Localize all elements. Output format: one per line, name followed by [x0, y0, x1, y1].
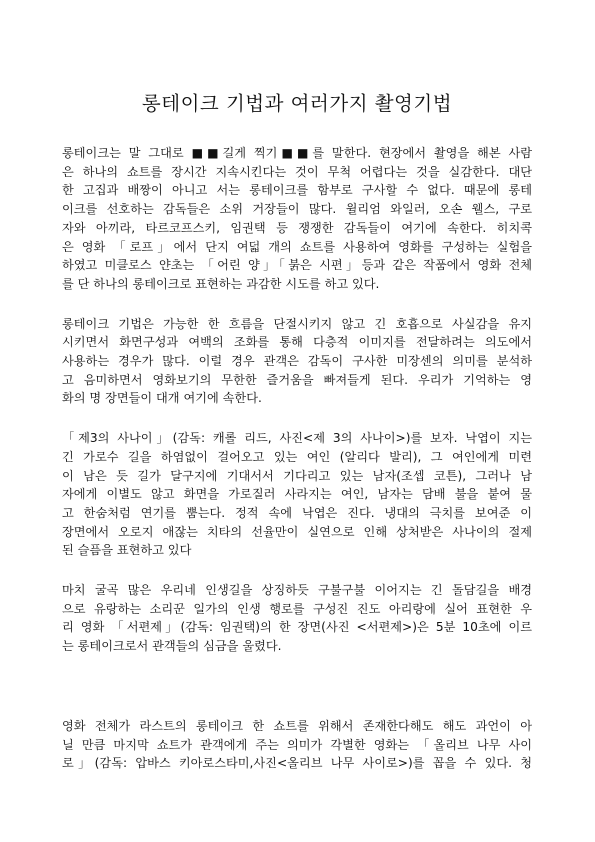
text-line: 으로 유랑하는 소리꾼 일가의 인생 행로를 구성진 진도 아리랑에 실어 표현한 우: [62, 601, 532, 616]
text-line: 된 슬픔을 표현하고 있다: [62, 543, 192, 558]
paragraph-longtake-definition: [62, 144, 532, 294]
text-line: 긴 가로수 길을 하염없이 걸어오고 있는 여인 (알리다 발리), 그 여인에게 미련: [62, 449, 532, 464]
text-line: 은 하나의 쇼트를 장시간 지속시킨다는 것이 무척 어렵다는 것을 실감한다. 대단: [62, 164, 532, 179]
text-line: 한 고집과 배짱이 아니고 서는 롱테이크를 함부로 구사할 수 없다. 때문에 롱테: [62, 183, 532, 198]
text-line: 롱테이크는 말 그대로 ■■길게 찍기■■를 말한다. 현장에서 촬영을 해본 사람: [62, 146, 532, 160]
text-line: 이 남은 듯 길가 달구지에 기대서서 기다리고 있는 남자(조셉 코튼), 그러나 남: [62, 468, 532, 483]
paragraph-longtake-purpose: [62, 315, 532, 409]
text-line: 고 음미하면서 영화보기의 무한한 즐거움을 빠져들게 된다. 우리가 기억하는 영: [62, 372, 532, 387]
text-line: 이크를 선호하는 감독들은 소위 거장들이 많다. 윌리엄 와일러, 오손 웰스, 구로: [62, 202, 532, 217]
text-line: 를 단 하나의 롱테이크로 표현하는 과감한 시도를 하고 있다.: [62, 276, 380, 291]
text-line: 은 영화 「로프」에서 단지 여덟 개의 쇼트를 사용하여 영화를 구성하는 실험을: [62, 239, 532, 254]
text-line: 로」(감독: 압바스 키아로스타미,사진<올리브 나무 사이로>)를 꼽을 수 있다. 청: [62, 756, 532, 771]
text-line: 영화 전체가 라스트의 롱테이크 한 쇼트를 위해서 존재한다해도 해도 과언이 아: [62, 718, 532, 733]
paragraph-seopyeonje: [62, 581, 532, 656]
text-line: 자에게 이별도 않고 화면을 가로질러 사라지는 여인, 남자는 담배 불을 붙여 물: [62, 487, 532, 502]
text-line: 사용하는 경우가 많다. 이럴 경우 관객은 감독이 구사한 미장센의 의미를 분석하: [62, 354, 532, 369]
text-line: 고 한숨처럼 연기를 뿜는다. 정적 속에 낙엽은 진다. 냉대의 극치를 보여준 이: [62, 505, 532, 520]
text-line: 하였고 미클로스 얀초는 「어린 양」「붉은 시편」등과 같은 작품에서 영화 전체: [62, 258, 532, 273]
paragraph-third-man: [62, 429, 532, 560]
text-line: 리 영화 「서편제」(감독: 임권택)의 한 장면(사진 <서편제>)은 5분 10초에 이르: [62, 620, 532, 635]
text-line: 화의 명 장면들이 대개 여기에 속한다.: [62, 391, 262, 406]
text-line: 닐 만큼 마지막 쇼트가 관객에게 주는 의미가 각별한 영화는 「올리브 나무 사이: [62, 737, 532, 752]
text-line: 자와 아끼라, 타르코프스키, 임권택 등 쟁쟁한 감독들이 여기에 속한다. 히치콕: [62, 220, 532, 235]
document-title: 롱테이크 기법과 여러가지 촬영기법: [141, 92, 453, 115]
paragraph-olive-trees: [62, 717, 532, 773]
text-line: 「제3의 사나이」(감독: 캐롤 리드, 사진<제 3의 사나이>)를 보자. 낙엽이 지는: [62, 431, 532, 446]
text-line: 는 롱테이크로서 관객들의 심금을 울렸다.: [62, 639, 282, 654]
text-line: 마치 굴곡 많은 우리네 인생길을 상징하듯 구불구불 이어지는 긴 돌담길을 배경: [62, 583, 532, 598]
text-line: 시키면서 화면구성과 여백의 조화를 통해 다층적 이미지를 전달하려는 의도에서: [62, 335, 532, 350]
text-line: 롱테이크 기법은 가능한 한 흐름을 단절시키지 않고 긴 호흡으로 사실감을 유지: [62, 316, 532, 331]
text-line: 장면에서 오로지 애잖는 치타의 선율만이 실연으로 인해 상처받은 사나이의 절제: [62, 524, 532, 539]
